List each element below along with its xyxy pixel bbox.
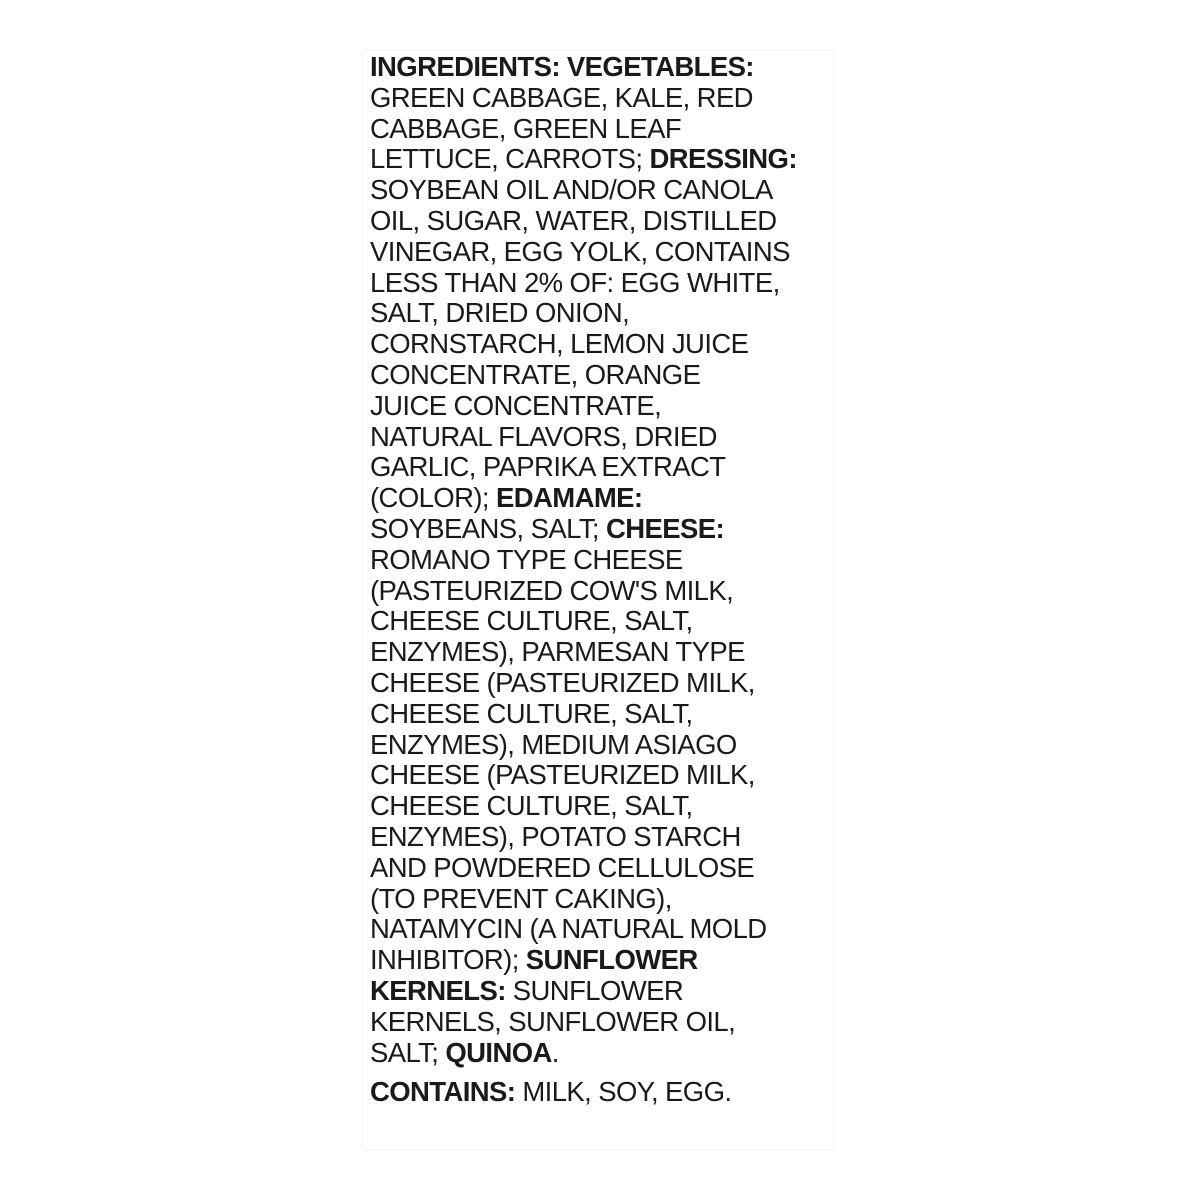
ingredient-line	[370, 791, 840, 822]
ingredient-line	[370, 175, 840, 206]
ingredient-line	[370, 699, 840, 730]
ingredient-text: CHEESE CULTURE, SALT,	[370, 605, 693, 637]
ingredients-list	[370, 52, 840, 1108]
ingredient-line	[370, 545, 840, 576]
ingredient-line	[370, 237, 840, 268]
ingredient-line	[370, 576, 840, 607]
ingredient-text: SALT;	[370, 1036, 446, 1068]
ingredient-line	[370, 606, 840, 637]
ingredient-heading: SUNFLOWER	[525, 944, 698, 976]
ingredient-heading: CHEESE:	[605, 512, 724, 544]
ingredient-text: KERNELS, SUNFLOWER OIL,	[370, 1005, 736, 1037]
ingredient-heading: KERNELS:	[370, 974, 506, 1006]
ingredient-text: LESS THAN 2% OF: EGG WHITE,	[370, 266, 780, 298]
ingredient-line	[370, 1007, 840, 1038]
ingredient-line	[370, 637, 840, 668]
ingredient-line	[370, 360, 840, 391]
ingredient-line	[370, 268, 840, 299]
ingredient-line	[370, 206, 840, 237]
ingredient-line	[370, 144, 840, 175]
ingredient-line	[370, 298, 840, 329]
ingredient-line	[370, 976, 840, 1007]
ingredient-text: ENZYMES), PARMESAN TYPE	[370, 636, 745, 668]
ingredient-line	[370, 914, 840, 945]
ingredient-line	[370, 945, 840, 976]
ingredient-text: JUICE CONCENTRATE,	[370, 389, 662, 421]
ingredient-line	[370, 483, 840, 514]
ingredient-text: GARLIC, PAPRIKA EXTRACT	[370, 451, 726, 483]
ingredient-text: CHEESE CULTURE, SALT,	[370, 697, 693, 729]
ingredient-text: ENZYMES), POTATO STARCH	[370, 820, 741, 852]
ingredient-text: (COLOR);	[370, 482, 496, 514]
ingredient-heading: DRESSING:	[649, 143, 797, 175]
ingredient-text: LETTUCE, CARROTS;	[370, 143, 650, 175]
ingredient-text: SOYBEAN OIL AND/OR CANOLA	[370, 174, 773, 206]
ingredient-line	[370, 514, 840, 545]
ingredient-line	[370, 391, 840, 422]
ingredient-line	[370, 114, 840, 145]
ingredient-text: CABBAGE, GREEN LEAF	[370, 112, 682, 144]
ingredient-text: SUNFLOWER	[505, 974, 684, 1006]
ingredient-line	[370, 760, 840, 791]
ingredient-text: (PASTEURIZED COW'S MILK,	[370, 574, 734, 606]
ingredient-text: ENZYMES), MEDIUM ASIAGO	[370, 728, 737, 760]
ingredient-heading: EDAMAME:	[496, 482, 643, 514]
ingredient-text: CONCENTRATE, ORANGE	[370, 358, 701, 390]
ingredient-heading: INGREDIENTS: VEGETABLES:	[370, 51, 754, 82]
ingredient-line	[370, 668, 840, 699]
ingredient-line	[370, 83, 840, 114]
ingredient-text: INHIBITOR);	[370, 944, 526, 976]
ingredient-line	[370, 730, 840, 761]
ingredient-text: GREEN CABBAGE, KALE, RED	[370, 81, 753, 113]
ingredient-text: CHEESE (PASTEURIZED MILK,	[370, 666, 755, 698]
ingredient-text: .	[551, 1036, 559, 1068]
ingredient-line	[370, 884, 840, 915]
ingredient-text: SOYBEANS, SALT;	[370, 512, 606, 544]
ingredient-line	[370, 52, 840, 83]
ingredient-line	[370, 452, 840, 483]
ingredient-text: CORNSTARCH, LEMON JUICE	[370, 328, 749, 360]
ingredient-text: (TO PREVENT CAKING),	[370, 882, 672, 914]
ingredient-text: CHEESE (PASTEURIZED MILK,	[370, 759, 755, 791]
ingredient-text: AND POWDERED CELLULOSE	[370, 851, 755, 883]
ingredient-heading: QUINOA	[445, 1036, 552, 1068]
ingredient-text: VINEGAR, EGG YOLK, CONTAINS	[370, 235, 790, 267]
ingredient-text: OIL, SUGAR, WATER, DISTILLED	[370, 204, 777, 236]
ingredient-line	[370, 853, 840, 884]
contains-label: CONTAINS:	[370, 1076, 516, 1108]
ingredient-text: SALT, DRIED ONION,	[370, 297, 630, 329]
ingredient-line	[370, 329, 840, 360]
contains-statement	[370, 1077, 840, 1108]
ingredient-line	[370, 1038, 840, 1069]
ingredient-line	[370, 822, 840, 853]
ingredient-text: CHEESE CULTURE, SALT,	[370, 790, 693, 822]
ingredient-text: NATURAL FLAVORS, DRIED	[370, 420, 717, 452]
ingredient-text: NATAMYCIN (A NATURAL MOLD	[370, 913, 767, 945]
ingredients-lines	[370, 52, 840, 1068]
ingredient-text: ROMANO TYPE CHEESE	[370, 543, 683, 575]
contains-allergens: MILK, SOY, EGG.	[515, 1076, 732, 1108]
ingredient-line	[370, 422, 840, 453]
